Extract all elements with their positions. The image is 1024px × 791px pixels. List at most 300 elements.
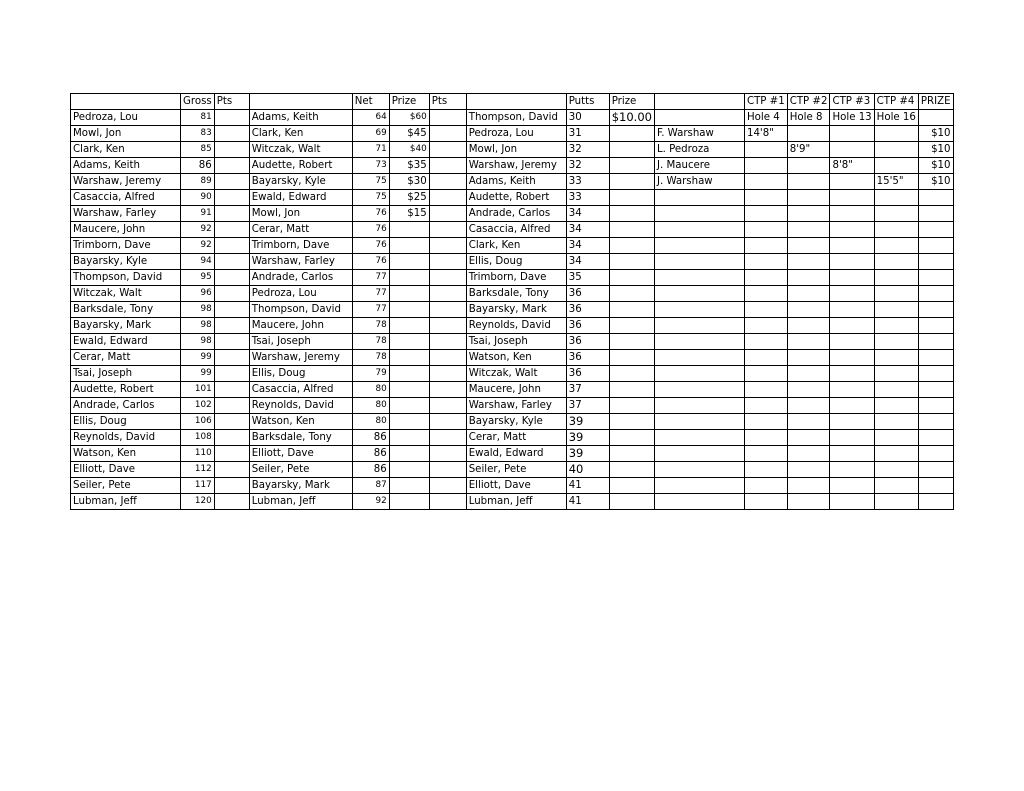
cell-ctp-3	[830, 238, 874, 254]
cell-ctp-1	[744, 254, 787, 270]
table-row	[71, 334, 954, 350]
cell-net-prize	[389, 222, 429, 238]
table-row	[71, 382, 954, 398]
cell-net-name: Ewald, Edward	[249, 190, 352, 206]
cell-gross: 85	[181, 142, 215, 158]
cell-net: 79	[352, 366, 389, 382]
cell-ctp-1	[744, 190, 787, 206]
header-gross-name	[71, 94, 181, 110]
header-gross-pts: Pts	[214, 94, 249, 110]
cell-ctp-4	[874, 446, 918, 462]
cell-net-pts	[429, 430, 466, 446]
cell-gross-pts	[214, 270, 249, 286]
cell-gross-pts	[214, 462, 249, 478]
cell-ctp-prize: $10	[918, 142, 953, 158]
cell-putts: 39	[566, 430, 609, 446]
cell-net-name: Maucere, John	[249, 318, 352, 334]
cell-net-name: Andrade, Carlos	[249, 270, 352, 286]
cell-ctp-prize: $10	[918, 158, 953, 174]
cell-net-prize	[389, 318, 429, 334]
cell-putts-prize	[609, 350, 654, 366]
cell-net-pts	[429, 334, 466, 350]
cell-net-pts	[429, 190, 466, 206]
cell-putts: 37	[566, 382, 609, 398]
cell-ctp-prize	[918, 382, 953, 398]
cell-net-prize	[389, 462, 429, 478]
cell-ctp-4	[874, 286, 918, 302]
cell-ctp-4	[874, 318, 918, 334]
cell-ctp-4	[874, 238, 918, 254]
cell-net-prize: $25	[389, 190, 429, 206]
cell-net-prize	[389, 302, 429, 318]
cell-putts-name: Warshaw, Farley	[466, 398, 566, 414]
cell-net-prize	[389, 382, 429, 398]
cell-net-pts	[429, 286, 466, 302]
table-row	[71, 302, 954, 318]
cell-gross-name: Casaccia, Alfred	[71, 190, 181, 206]
cell-ctp-1	[744, 398, 787, 414]
cell-putts: 36	[566, 318, 609, 334]
cell-net-name: Casaccia, Alfred	[249, 382, 352, 398]
cell-net-pts	[429, 382, 466, 398]
cell-gross-pts	[214, 350, 249, 366]
cell-ctp-2: 8'9"	[787, 142, 830, 158]
header-net-prize: Prize	[389, 94, 429, 110]
cell-ctp-winner	[654, 110, 744, 126]
cell-net-pts	[429, 462, 466, 478]
cell-gross-pts	[214, 414, 249, 430]
cell-ctp-winner	[654, 206, 744, 222]
header-ctp-2: CTP #2	[787, 94, 830, 110]
cell-ctp-winner	[654, 302, 744, 318]
cell-putts-prize	[609, 238, 654, 254]
cell-putts: 31	[566, 126, 609, 142]
cell-ctp-3	[830, 366, 874, 382]
cell-ctp-winner	[654, 478, 744, 494]
cell-ctp-prize	[918, 254, 953, 270]
cell-gross-name: Pedroza, Lou	[71, 110, 181, 126]
cell-ctp-winner	[654, 270, 744, 286]
cell-gross-pts	[214, 174, 249, 190]
cell-putts: 32	[566, 158, 609, 174]
cell-net-prize	[389, 494, 429, 510]
cell-putts-name: Witczak, Walt	[466, 366, 566, 382]
cell-net: 78	[352, 350, 389, 366]
cell-ctp-4	[874, 190, 918, 206]
table-row	[71, 318, 954, 334]
cell-ctp-3	[830, 254, 874, 270]
cell-gross-name: Warshaw, Farley	[71, 206, 181, 222]
cell-ctp-winner	[654, 238, 744, 254]
cell-gross-name: Lubman, Jeff	[71, 494, 181, 510]
cell-putts: 37	[566, 398, 609, 414]
cell-gross-name: Barksdale, Tony	[71, 302, 181, 318]
cell-putts-prize	[609, 366, 654, 382]
cell-ctp-4	[874, 430, 918, 446]
cell-ctp-3	[830, 270, 874, 286]
cell-ctp-2	[787, 398, 830, 414]
cell-net-name: Trimborn, Dave	[249, 238, 352, 254]
cell-net-prize: $40	[389, 142, 429, 158]
cell-ctp-winner	[654, 254, 744, 270]
cell-ctp-prize	[918, 110, 953, 126]
cell-ctp-prize	[918, 478, 953, 494]
cell-ctp-1	[744, 270, 787, 286]
cell-ctp-winner	[654, 446, 744, 462]
cell-ctp-2	[787, 446, 830, 462]
cell-ctp-1	[744, 430, 787, 446]
cell-net: 92	[352, 494, 389, 510]
cell-gross-name: Reynolds, David	[71, 430, 181, 446]
cell-putts-name: Bayarsky, Mark	[466, 302, 566, 318]
header-row	[71, 94, 954, 110]
cell-ctp-2	[787, 334, 830, 350]
cell-gross: 81	[181, 110, 215, 126]
cell-ctp-3	[830, 350, 874, 366]
cell-net: 76	[352, 206, 389, 222]
header-putts: Putts	[566, 94, 609, 110]
cell-gross-pts	[214, 366, 249, 382]
cell-gross: 96	[181, 286, 215, 302]
cell-ctp-2	[787, 222, 830, 238]
cell-net-pts	[429, 302, 466, 318]
cell-ctp-winner: J. Warshaw	[654, 174, 744, 190]
cell-ctp-2	[787, 430, 830, 446]
cell-putts-name: Trimborn, Dave	[466, 270, 566, 286]
cell-gross-name: Clark, Ken	[71, 142, 181, 158]
cell-gross-pts	[214, 142, 249, 158]
cell-net-pts	[429, 238, 466, 254]
cell-ctp-3	[830, 206, 874, 222]
cell-putts: 34	[566, 238, 609, 254]
cell-putts: 36	[566, 350, 609, 366]
cell-net-pts	[429, 206, 466, 222]
cell-putts-prize	[609, 334, 654, 350]
cell-gross-pts	[214, 478, 249, 494]
table-row	[71, 254, 954, 270]
cell-ctp-4	[874, 494, 918, 510]
cell-ctp-4	[874, 158, 918, 174]
cell-putts-prize	[609, 478, 654, 494]
cell-net-pts	[429, 174, 466, 190]
cell-net-name: Ellis, Doug	[249, 366, 352, 382]
cell-ctp-winner	[654, 286, 744, 302]
cell-putts-prize	[609, 398, 654, 414]
cell-ctp-prize	[918, 238, 953, 254]
cell-gross-name: Maucere, John	[71, 222, 181, 238]
cell-gross: 90	[181, 190, 215, 206]
cell-net-name: Witczak, Walt	[249, 142, 352, 158]
cell-ctp-winner	[654, 462, 744, 478]
cell-net-pts	[429, 270, 466, 286]
cell-ctp-1	[744, 222, 787, 238]
header-ctp-4: CTP #4	[874, 94, 918, 110]
cell-ctp-2	[787, 494, 830, 510]
table-row	[71, 238, 954, 254]
cell-gross: 86	[181, 158, 215, 174]
cell-ctp-1	[744, 350, 787, 366]
cell-putts-prize	[609, 270, 654, 286]
cell-ctp-3	[830, 478, 874, 494]
cell-ctp-prize	[918, 206, 953, 222]
cell-net-prize: $35	[389, 158, 429, 174]
cell-putts-prize	[609, 302, 654, 318]
cell-gross: 98	[181, 334, 215, 350]
cell-ctp-2	[787, 254, 830, 270]
cell-net: 77	[352, 270, 389, 286]
cell-putts: 32	[566, 142, 609, 158]
cell-gross: 89	[181, 174, 215, 190]
cell-putts-prize	[609, 254, 654, 270]
cell-ctp-1	[744, 206, 787, 222]
cell-gross-pts	[214, 494, 249, 510]
cell-net-prize: $60	[389, 110, 429, 126]
table-row	[71, 222, 954, 238]
cell-net-name: Audette, Robert	[249, 158, 352, 174]
cell-putts-name: Reynolds, David	[466, 318, 566, 334]
cell-putts: 40	[566, 462, 609, 478]
cell-putts: 36	[566, 366, 609, 382]
cell-net-prize	[389, 446, 429, 462]
cell-putts-name: Maucere, John	[466, 382, 566, 398]
cell-ctp-1	[744, 158, 787, 174]
cell-ctp-winner	[654, 382, 744, 398]
cell-net: 69	[352, 126, 389, 142]
cell-gross-pts	[214, 302, 249, 318]
cell-gross-pts	[214, 398, 249, 414]
cell-putts-prize: $10.00	[609, 110, 654, 126]
cell-net: 75	[352, 174, 389, 190]
cell-ctp-winner	[654, 222, 744, 238]
cell-gross: 83	[181, 126, 215, 142]
cell-net-name: Warshaw, Farley	[249, 254, 352, 270]
cell-putts: 30	[566, 110, 609, 126]
table-row	[71, 446, 954, 462]
cell-putts-prize	[609, 446, 654, 462]
cell-putts-name: Tsai, Joseph	[466, 334, 566, 350]
table-row	[71, 110, 954, 126]
cell-ctp-4	[874, 126, 918, 142]
cell-ctp-winner	[654, 366, 744, 382]
cell-net-prize	[389, 238, 429, 254]
cell-net-name: Tsai, Joseph	[249, 334, 352, 350]
cell-gross-name: Warshaw, Jeremy	[71, 174, 181, 190]
cell-ctp-prize	[918, 398, 953, 414]
cell-putts-name: Bayarsky, Kyle	[466, 414, 566, 430]
cell-gross-name: Andrade, Carlos	[71, 398, 181, 414]
table-row	[71, 142, 954, 158]
cell-ctp-prize	[918, 414, 953, 430]
cell-ctp-1	[744, 286, 787, 302]
cell-ctp-2	[787, 174, 830, 190]
cell-net-pts	[429, 494, 466, 510]
cell-net-name: Seiler, Pete	[249, 462, 352, 478]
cell-putts-prize	[609, 158, 654, 174]
table-row	[71, 462, 954, 478]
cell-putts: 34	[566, 206, 609, 222]
cell-net: 86	[352, 430, 389, 446]
cell-gross-pts	[214, 190, 249, 206]
cell-ctp-2	[787, 302, 830, 318]
cell-gross-name: Thompson, David	[71, 270, 181, 286]
cell-net: 78	[352, 318, 389, 334]
cell-gross-name: Ellis, Doug	[71, 414, 181, 430]
cell-ctp-2	[787, 158, 830, 174]
cell-net: 86	[352, 446, 389, 462]
cell-ctp-3	[830, 126, 874, 142]
table-row	[71, 398, 954, 414]
cell-gross-pts	[214, 286, 249, 302]
cell-net-pts	[429, 366, 466, 382]
cell-net-prize	[389, 334, 429, 350]
cell-ctp-prize	[918, 462, 953, 478]
cell-net-prize	[389, 414, 429, 430]
cell-gross: 94	[181, 254, 215, 270]
cell-net: 80	[352, 414, 389, 430]
cell-putts-name: Elliott, Dave	[466, 478, 566, 494]
cell-putts: 33	[566, 174, 609, 190]
cell-net: 73	[352, 158, 389, 174]
cell-ctp-winner	[654, 494, 744, 510]
cell-putts: 34	[566, 222, 609, 238]
cell-gross-name: Witczak, Walt	[71, 286, 181, 302]
cell-gross-pts	[214, 334, 249, 350]
table-row	[71, 494, 954, 510]
cell-ctp-2	[787, 126, 830, 142]
cell-ctp-3	[830, 222, 874, 238]
cell-ctp-3	[830, 142, 874, 158]
cell-putts-name: Lubman, Jeff	[466, 494, 566, 510]
cell-gross-pts	[214, 430, 249, 446]
cell-net: 64	[352, 110, 389, 126]
cell-ctp-prize: $10	[918, 126, 953, 142]
table-row	[71, 430, 954, 446]
cell-net: 80	[352, 382, 389, 398]
cell-ctp-4	[874, 206, 918, 222]
table-row	[71, 206, 954, 222]
table-row	[71, 350, 954, 366]
cell-ctp-2	[787, 462, 830, 478]
cell-net-name: Warshaw, Jeremy	[249, 350, 352, 366]
cell-ctp-prize	[918, 430, 953, 446]
cell-net-name: Pedroza, Lou	[249, 286, 352, 302]
cell-gross-pts	[214, 158, 249, 174]
cell-ctp-4	[874, 382, 918, 398]
cell-net: 86	[352, 462, 389, 478]
cell-putts-prize	[609, 126, 654, 142]
table-row	[71, 190, 954, 206]
cell-putts-name: Audette, Robert	[466, 190, 566, 206]
header-net-pts: Pts	[429, 94, 466, 110]
results-spreadsheet	[70, 93, 954, 510]
cell-ctp-2	[787, 270, 830, 286]
cell-net: 76	[352, 222, 389, 238]
cell-ctp-4	[874, 302, 918, 318]
cell-net: 87	[352, 478, 389, 494]
cell-putts: 35	[566, 270, 609, 286]
cell-gross-name: Ewald, Edward	[71, 334, 181, 350]
cell-gross-name: Tsai, Joseph	[71, 366, 181, 382]
cell-gross: 98	[181, 318, 215, 334]
cell-ctp-3	[830, 446, 874, 462]
cell-ctp-3	[830, 398, 874, 414]
cell-net-prize	[389, 286, 429, 302]
cell-ctp-2	[787, 382, 830, 398]
cell-gross-name: Adams, Keith	[71, 158, 181, 174]
cell-putts-name: Warshaw, Jeremy	[466, 158, 566, 174]
cell-putts: 39	[566, 414, 609, 430]
cell-ctp-4	[874, 462, 918, 478]
cell-gross-name: Bayarsky, Kyle	[71, 254, 181, 270]
cell-putts-name: Watson, Ken	[466, 350, 566, 366]
cell-ctp-4	[874, 478, 918, 494]
cell-gross-pts	[214, 222, 249, 238]
cell-gross-name: Watson, Ken	[71, 446, 181, 462]
cell-net-prize	[389, 254, 429, 270]
cell-ctp-4	[874, 350, 918, 366]
cell-putts-prize	[609, 430, 654, 446]
cell-ctp-1	[744, 478, 787, 494]
cell-gross-pts	[214, 238, 249, 254]
cell-ctp-winner	[654, 334, 744, 350]
cell-net-pts	[429, 254, 466, 270]
cell-gross: 102	[181, 398, 215, 414]
cell-ctp-2	[787, 350, 830, 366]
cell-ctp-prize	[918, 286, 953, 302]
cell-net: 76	[352, 254, 389, 270]
cell-ctp-3	[830, 190, 874, 206]
cell-putts: 36	[566, 334, 609, 350]
cell-ctp-prize	[918, 494, 953, 510]
cell-ctp-4	[874, 222, 918, 238]
cell-net-name: Mowl, Jon	[249, 206, 352, 222]
cell-gross-pts	[214, 318, 249, 334]
cell-net-prize	[389, 366, 429, 382]
cell-ctp-3: 8'8"	[830, 158, 874, 174]
cell-gross: 92	[181, 222, 215, 238]
cell-ctp-3	[830, 414, 874, 430]
header-putts-name	[466, 94, 566, 110]
cell-ctp-prize	[918, 334, 953, 350]
cell-putts-prize	[609, 462, 654, 478]
cell-putts: 41	[566, 478, 609, 494]
cell-gross: 92	[181, 238, 215, 254]
cell-gross-name: Elliott, Dave	[71, 462, 181, 478]
cell-ctp-4	[874, 254, 918, 270]
cell-net-pts	[429, 350, 466, 366]
cell-gross-name: Trimborn, Dave	[71, 238, 181, 254]
cell-net-name: Clark, Ken	[249, 126, 352, 142]
cell-net-name: Barksdale, Tony	[249, 430, 352, 446]
cell-net: 71	[352, 142, 389, 158]
cell-net: 78	[352, 334, 389, 350]
cell-putts-prize	[609, 318, 654, 334]
cell-ctp-2	[787, 318, 830, 334]
cell-ctp-prize	[918, 318, 953, 334]
cell-ctp-3	[830, 430, 874, 446]
cell-net: 75	[352, 190, 389, 206]
cell-net-name: Cerar, Matt	[249, 222, 352, 238]
cell-ctp-4	[874, 398, 918, 414]
cell-gross: 98	[181, 302, 215, 318]
cell-net-pts	[429, 110, 466, 126]
cell-ctp-winner	[654, 350, 744, 366]
cell-ctp-prize	[918, 366, 953, 382]
cell-net-name: Thompson, David	[249, 302, 352, 318]
cell-gross: 91	[181, 206, 215, 222]
cell-gross-pts	[214, 126, 249, 142]
cell-putts-name: Thompson, David	[466, 110, 566, 126]
